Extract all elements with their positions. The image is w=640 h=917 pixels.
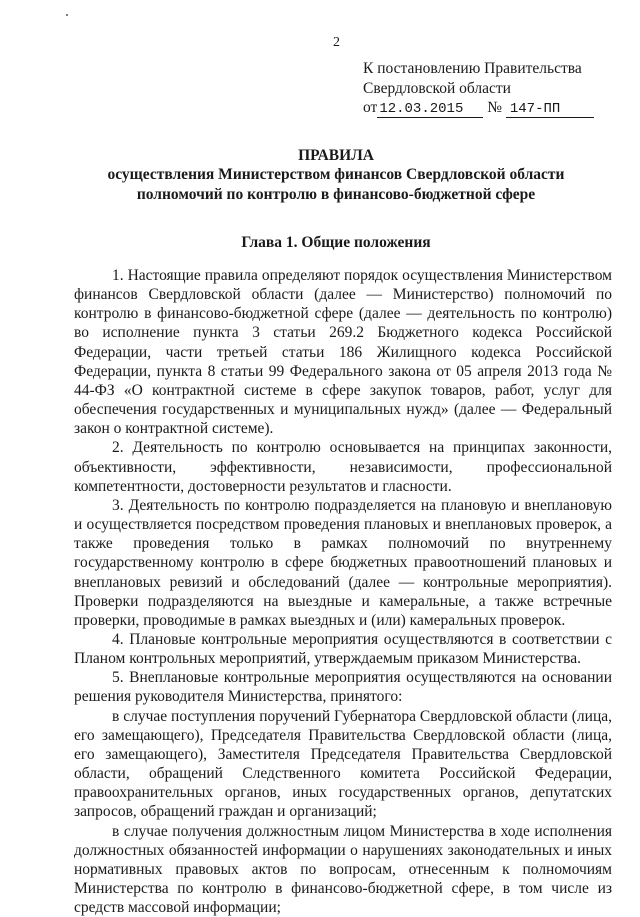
- paragraph-5-case-1: в случае поступления поручений Губернатора Свердловской области (лица, его замещающего), Председателя Правительства Свердловской области (лица, его замещающего), Заместителя Председателя Правительства Свердловской области, обращений Следственного комитета Российской Федерации, правоохранительных органов, иных государственных органов, депутатских запросов, обращений граждан и организаций;: [74, 707, 612, 821]
- reference-date-number-line: [363, 98, 594, 118]
- resolution-reference: [363, 59, 594, 118]
- page-number: 2: [333, 35, 340, 50]
- document-title: ПРАВИЛА: [298, 147, 374, 164]
- paragraph-2: 2. Деятельность по контролю основывается на принципах законности, объективности, эффективности, независимости, профессиональной компетентности, достоверности результатов и гласности.: [74, 439, 612, 495]
- date-prefix: от: [363, 99, 378, 116]
- number-prefix: №: [487, 99, 502, 116]
- reference-line-1: К постановлению Правительства: [363, 60, 582, 77]
- resolution-date: 12.03.2015: [377, 102, 483, 118]
- paragraph-4: 4. Плановые контрольные мероприятия осуществляются в соответствии с Планом контрольных мероприятий, утверждаемым приказом Министерства.: [74, 630, 612, 668]
- reference-line-2: Свердловской области: [363, 79, 511, 97]
- paragraph-1: 1. Настоящие правила определяют порядок осуществления Министерством финансов Свердловской области (далее — Министерство) полномочий по контролю в финансово-бюджетной сфере (далее — деятельность по контролю) во исполнение пункта 3 статьи 269.2 Бюджетного кодекса Российской Федерации, части третьей статьи 186 Жилищного кодекса Российской Федерации, пункта 8 статьи 99 Федерального закона от 05 апреля 2013 года № 44-ФЗ «О контрактной системе в сфере закупок товаров, работ, услуг для обеспечения государственных и муниципальных нужд» (далее — Федеральный закон о контрактной системе).: [74, 267, 612, 438]
- paragraph-5: 5. Внеплановые контрольные мероприятия осуществляются на основании решения руководителя Министерства, принятого:: [74, 669, 612, 706]
- document-subtitle-line-2: полномочий по контролю в финансово-бюджетной сфере: [136, 185, 536, 203]
- document-body: [74, 266, 612, 917]
- scan-speck: [66, 14, 68, 16]
- paragraph-3: 3. Деятельность по контролю подразделяется на плановую и внеплановую и осуществляется посредством проведения плановых и внеплановых проверок, а также проведения только в рамках полномочий по внутреннему государственному контролю в сфере бюджетных правоотношений плановых и внеплановых ревизий и обследований (далее — контрольные мероприятия). Проверки подразделяются на выездные и камеральные, а также встречные проверки, проводимые в рамках выездных и (или) камеральных проверок.: [74, 496, 612, 629]
- chapter-heading: Глава 1. Общие положения: [241, 234, 431, 251]
- paragraph-5-case-2: в случае получения должностным лицом Министерства в ходе исполнения должностных обязанностей информации о нарушениях законодательных и иных нормативных правовых актов по вопросам, отнесенным к полномочиям Министерства по контролю в финансово-бюджетной сфере, в том числе из средств массовой информации;: [74, 822, 612, 917]
- resolution-number: 147-ПП: [506, 102, 594, 118]
- document-subtitle: [60, 165, 612, 204]
- document-subtitle-line-1: осуществления Министерством финансов Свердловской области: [107, 166, 565, 183]
